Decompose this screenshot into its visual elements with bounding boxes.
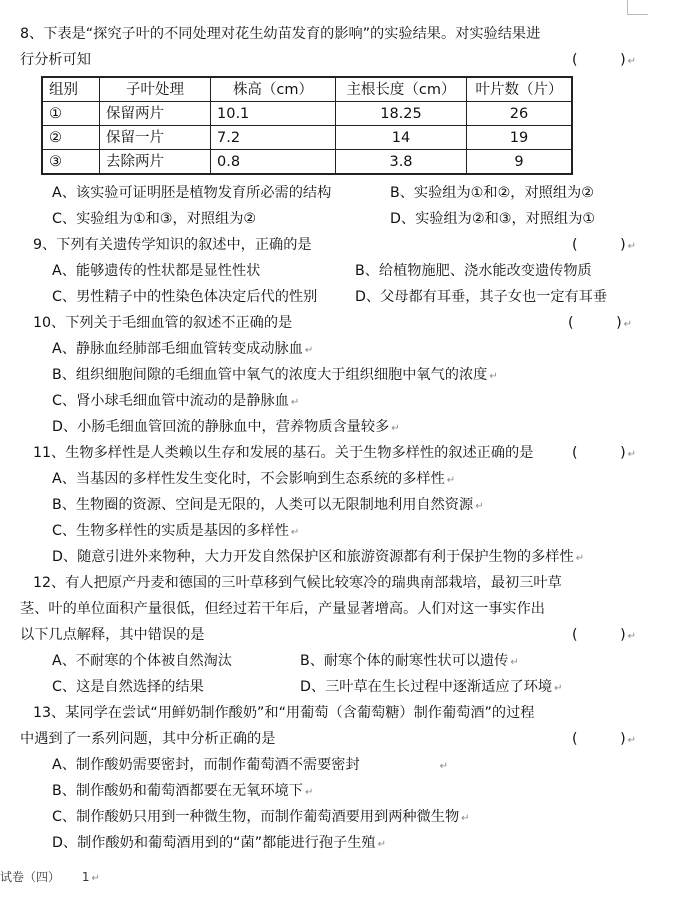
q11-option-b: B、生物圈的资源、空间是无限的，人类可以无限制地利用自然资源 ↵ [52,497,484,513]
table-row [42,126,572,150]
table-cell: 10.1 [211,102,336,126]
q8-stem-line1: 8、下表是“探究子叶的不同处理对花生幼苗发育的影响”的实验结果。对实验结果进 [20,26,541,42]
footer-page-number: 1 [81,870,90,884]
q12-stem-line1: 12、有人把原产丹麦和德国的三叶草移到气候比较寒冷的瑞典南部栽培，最初三叶草 [33,575,562,591]
q9-option-d: D、父母都有耳垂，其子女也一定有耳垂 [355,289,608,305]
table-header-cell: 叶片数（片） [467,77,573,102]
table-cell: 0.8 [211,150,336,175]
q8-option-c: C、实验组为①和③，对照组为② [52,211,257,227]
table-cell: 3.8 [336,150,467,175]
q12-option-d: D、三叶草在生长过程中逐渐适应了环境 ↵ [300,679,563,695]
table-cell: ③ [42,150,100,175]
q13-answer-paren: ( ) ↵ [572,731,637,747]
q9-option-a: A、能够遗传的性状都是显性性状 [52,263,261,279]
q13-option-a: A、制作酸奶需要密封，而制作葡萄酒不需要密封 ↵ [52,757,449,773]
q9-option-b: B、给植物施肥、浇水能改变遗传物质 [355,263,592,279]
q10-option-c: C、肾小球毛细血管中流动的是静脉血 ↵ [52,393,300,409]
table-cell: ① [42,102,100,126]
q9-answer-paren: ( ) ↵ [572,237,637,253]
table-header-cell: 株高（cm） [211,77,336,102]
q10-option-d: D、小肠毛细血管回流的静脉血中，营养物质含量较多 ↵ [52,419,400,435]
q8-stem-line2: 行分析可知 [20,52,91,68]
q12-stem-line3: 以下几点解释，其中错误的是 [20,627,205,643]
table-cell: 14 [336,126,467,150]
table-cell: 26 [467,102,573,126]
table-cell: 7.2 [211,126,336,150]
q10-stem: 10、下列关于毛细血管的叙述不正确的是 [33,315,293,331]
table-header-cell: 组别 [42,77,100,102]
corner-mark [627,0,648,15]
q8-option-b: B、实验组为①和②，对照组为② [390,185,594,201]
q11-answer-paren: ( ) ↵ [572,445,637,461]
q13-option-d: D、制作酸奶和葡萄酒用到的“菌”都能进行孢子生殖 ↵ [52,835,386,851]
page-footer: 试卷（四） 1 ↵ [0,870,100,884]
table-cell: 保留两片 [100,102,211,126]
q8-results-table [41,76,573,175]
q13-stem-line2: 中遇到了一系列问题，其中分析正确的是 [20,731,276,747]
q8-option-a: A、该实验可证明胚是植物发育所必需的结构 [52,185,332,201]
q12-answer-paren: ( ) ↵ [572,627,637,643]
table-row [42,102,572,126]
table-cell: 去除两片 [100,150,211,175]
q11-option-d: D、随意引进外来物种，大力开发自然保护区和旅游资源都有利于保护生物的多样性 ↵ [52,549,585,565]
q10-option-b: B、组织细胞间隙的毛细血管中氧气的浓度大于组织细胞中氧气的浓度 ↵ [52,367,498,383]
q9-stem: 9、下列有关遗传学知识的叙述中，正确的是 [33,237,312,253]
q9-option-c: C、男性精子中的性染色体决定后代的性别 [52,289,318,305]
q10-answer-paren: ( ) ↵ [568,315,633,331]
q13-option-b: B、制作酸奶和葡萄酒都要在无氧环境下 ↵ [52,783,314,799]
q11-option-a: A、当基因的多样性发生变化时，不会影响到生态系统的多样性 ↵ [52,471,456,487]
q8-option-d: D、实验组为②和③，对照组为① [390,211,596,227]
q13-option-c: C、制作酸奶只用到一种微生物，而制作葡萄酒要用到两种微生物 ↵ [52,809,470,825]
q13-stem-line1: 13、某同学在尝试“用鲜奶制作酸奶”和“用葡萄（含葡萄糖）制作葡萄酒”的过程 [33,705,535,721]
table-header-row [42,77,572,102]
q11-stem: 11、生物多样性是人类赖以生存和发展的基石。关于生物多样性的叙述正确的是 [33,445,534,461]
table-cell: ② [42,126,100,150]
q12-stem-line2: 茎、叶的单位面积产量很低，但经过若干年后，产量显著增高。人们对这一事实作出 [20,601,545,617]
table-header-cell: 子叶处理 [100,77,211,102]
table-cell: 18.25 [336,102,467,126]
q10-option-a: A、静脉血经肺部毛细血管转变成动脉血 ↵ [52,341,314,357]
table-row [42,150,572,175]
q12-option-c: C、这是自然选择的结果 [52,679,204,695]
table-header-cell: 主根长度（cm） [336,77,467,102]
footer-label: 试卷（四） [0,870,61,884]
q12-option-b: B、耐寒个体的耐寒性状可以遗传 ↵ [300,653,519,669]
table-cell: 19 [467,126,573,150]
table-cell: 保留一片 [100,126,211,150]
q8-answer-paren: ( ) ↵ [572,52,637,68]
table-cell: 9 [467,150,573,175]
q12-option-a: A、不耐寒的个体被自然淘汰 [52,653,232,669]
q11-option-c: C、生物多样性的实质是基因的多样性 ↵ [52,523,300,539]
